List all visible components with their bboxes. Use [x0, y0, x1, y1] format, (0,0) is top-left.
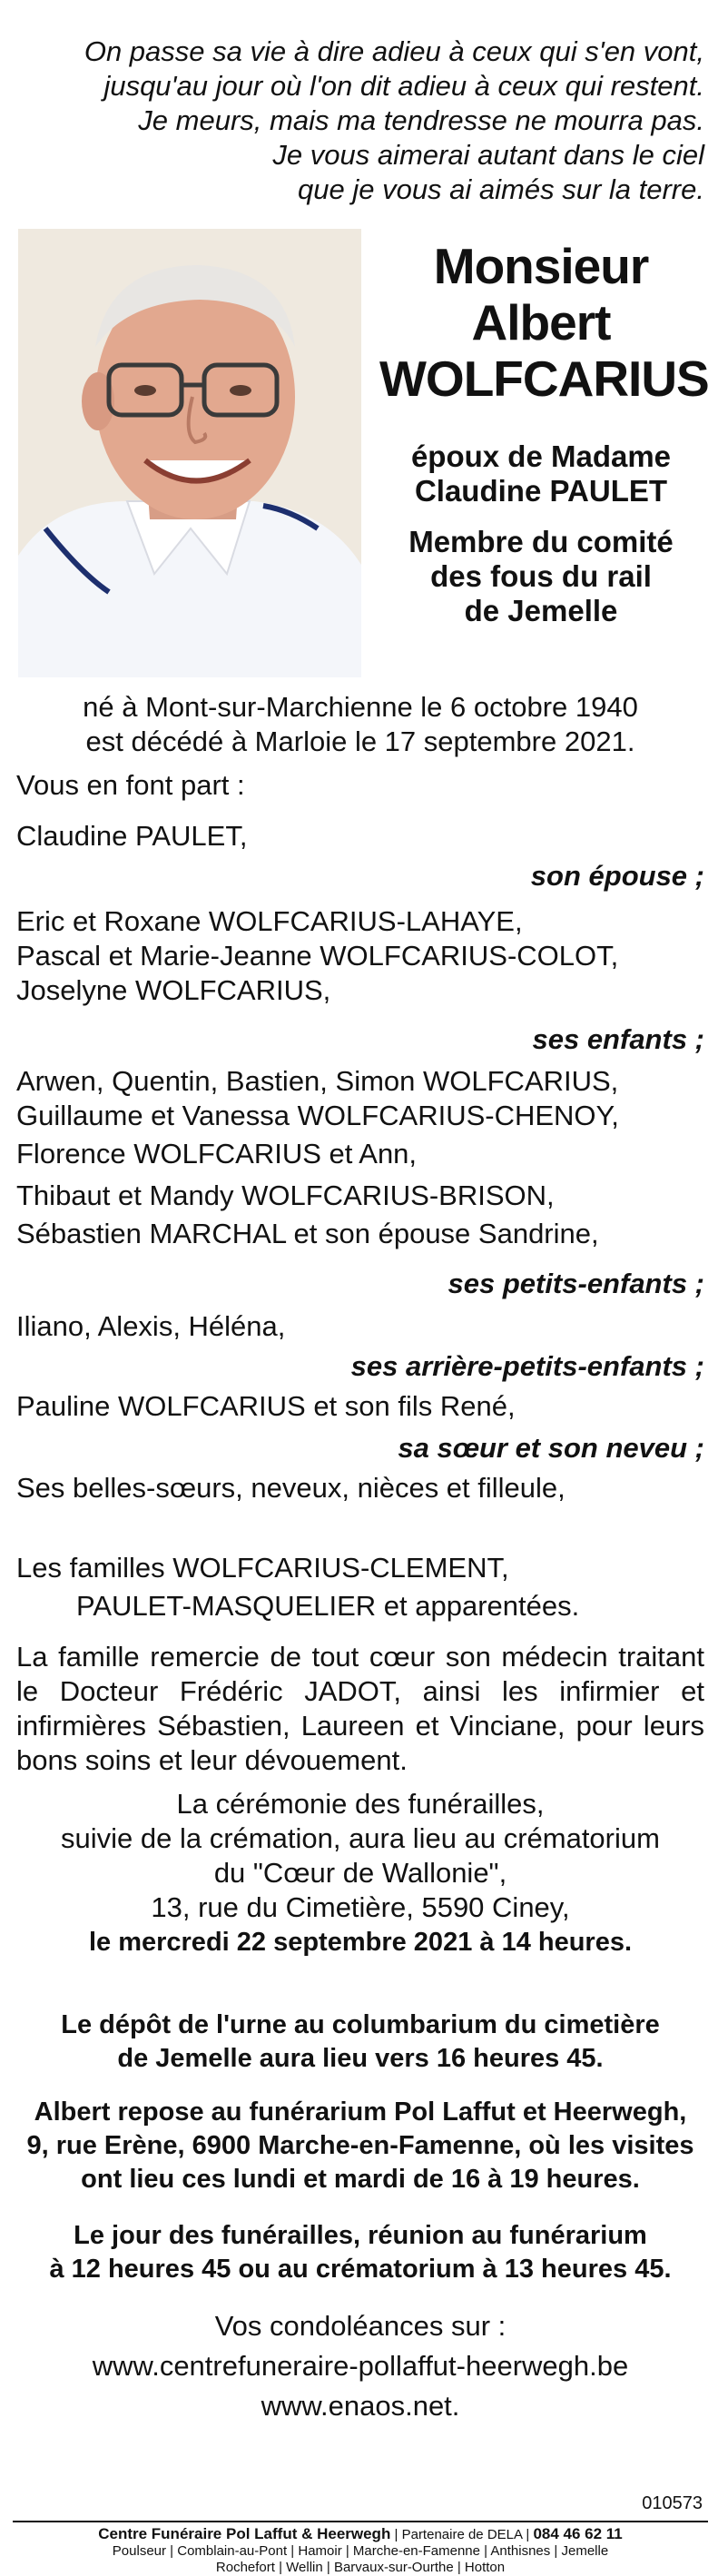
member-line: Membre du comité — [408, 525, 674, 558]
children-role: ses enfants ; — [532, 1023, 704, 1055]
rest-line: ont lieu ces lundi et mardi de 16 à 19 heures. — [81, 2165, 640, 2194]
rest-line: Albert repose au funérarium Pol Laffut et Heerwegh, — [34, 2097, 687, 2127]
urn-block — [16, 2008, 704, 2076]
meeting-line: à 12 heures 45 ou au crématorium à 13 heures 45. — [49, 2255, 672, 2284]
urn-line: Le dépôt de l'urne au columbarium du cimetière — [61, 2010, 660, 2039]
in-laws-entry: Ses belles-sœurs, neveux, nièces et filleule, — [16, 1472, 566, 1504]
footer-company: Centre Funéraire Pol Laffut & Heerwegh — [98, 2525, 391, 2542]
spouse-name: Claudine PAULET — [414, 474, 668, 508]
condolences-link-1[interactable]: www.centrefuneraire-pollaffut-heerwegh.be — [92, 2350, 629, 2382]
condolences-link-2[interactable]: www.enaos.net. — [261, 2390, 460, 2422]
footer-locations: Poulseur | Comblain-au-Pont | Hamoir | Marche-en-Famenne | Anthisnes | Jemelle — [112, 2543, 609, 2559]
grandchild-entry: Thibaut et Mandy WOLFCARIUS-BRISON, — [16, 1179, 555, 1211]
ceremony-block — [16, 1787, 704, 1959]
meeting-block — [16, 2219, 704, 2286]
grandchildren-role: ses petits-enfants ; — [448, 1268, 704, 1299]
ceremony-line: du "Cœur de Wallonie", — [213, 1857, 507, 1889]
great-grandchildren-role: ses arrière-petits-enfants ; — [350, 1350, 704, 1382]
member-line: de Jemelle — [464, 594, 618, 627]
footer-locations: Rochefort | Wellin | Barvaux-sur-Ourthe | Hotton — [215, 2560, 506, 2575]
poem-line: On passe sa vie à dire adieu à ceux qui s'en vont, — [84, 35, 704, 67]
grandchild-entry: Arwen, Quentin, Bastien, Simon WOLFCARIUS, — [16, 1065, 619, 1097]
intro-text: Vous en font part : — [16, 769, 245, 801]
spouse-line: époux de Madame — [410, 439, 672, 473]
grandchild-entry: Florence WOLFCARIUS et Ann, — [16, 1138, 418, 1170]
footer-partner: Partenaire de DELA — [401, 2527, 523, 2542]
birth-line: né à Mont-sur-Marchienne le 6 octobre 1940 — [83, 691, 638, 723]
ceremony-line: suivie de la crémation, aura lieu au crématorium — [61, 1822, 660, 1854]
sister-role: sa sœur et son neveu ; — [398, 1432, 704, 1464]
deceased-title: Monsieur — [433, 238, 649, 294]
families-entry: Les familles WOLFCARIUS-CLEMENT, — [16, 1552, 509, 1584]
urn-line: de Jemelle aura lieu vers 16 heures 45. — [117, 2044, 604, 2073]
deceased-name-block — [379, 238, 709, 628]
rest-block — [16, 2096, 704, 2196]
poem-line: que je vous ai aimés sur la terre. — [298, 173, 704, 205]
deceased-last-name: WOLFCARIUS — [379, 350, 709, 407]
footer-line-1: Centre Funéraire Pol Laffut & Heerwegh | Partenaire de DELA | 084 46 62 11 — [98, 2525, 623, 2542]
families-entry: PAULET-MASQUELIER et apparentées. — [76, 1590, 580, 1622]
sister-entry: Pauline WOLFCARIUS et son fils René, — [16, 1390, 516, 1422]
spouse-entry: Claudine PAULET, — [16, 820, 248, 852]
poem — [33, 35, 704, 207]
rest-line: 9, rue Erène, 6900 Marche-en-Famenne, où les visites — [26, 2131, 694, 2160]
footer-divider — [13, 2521, 708, 2522]
great-grandchildren-entry: Iliano, Alexis, Héléna, — [16, 1310, 286, 1342]
footer-phone: 084 46 62 11 — [533, 2525, 623, 2542]
condolences-block — [16, 2306, 704, 2426]
portrait-illustration — [18, 229, 361, 677]
footer — [13, 2526, 708, 2576]
reference-number: 010573 — [642, 2493, 703, 2513]
obituary-page — [16, 0, 709, 2575]
portrait-photo — [18, 229, 361, 677]
ceremony-line: La cérémonie des funérailles, — [176, 1788, 545, 1820]
condolences-label: Vos condoléances sur : — [214, 2310, 507, 2342]
birth-death — [16, 690, 704, 759]
ceremony-line: 13, rue du Cimetière, 5590 Ciney, — [151, 1891, 570, 1923]
child-entry: Pascal et Marie-Jeanne WOLFCARIUS-COLOT, — [16, 940, 619, 972]
poem-line: jusqu'au jour où l'on dit adieu à ceux qui restent. — [103, 70, 704, 102]
ceremony-date: le mercredi 22 septembre 2021 à 14 heures. — [88, 1928, 633, 1957]
poem-line: Je meurs, mais ma tendresse ne mourra pas. — [138, 104, 704, 136]
death-line: est décédé à Marloie le 17 septembre 2021. — [85, 725, 635, 757]
spouse-role: son épouse ; — [530, 860, 704, 892]
deceased-first-name: Albert — [471, 294, 611, 350]
grandchild-entry: Sébastien MARCHAL et son épouse Sandrine, — [16, 1218, 599, 1249]
grandchild-entry: Guillaume et Vanessa WOLFCARIUS-CHENOY, — [16, 1100, 619, 1131]
thanks-paragraph: La famille remercie de tout cœur son médecin traitant le Docteur Frédéric JADOT, ainsi les infirmier et infirmières Sébastien, Laureen et Vinciane, pour leurs bons soins et leur dévouement. — [16, 1641, 704, 1776]
child-entry: Eric et Roxane WOLFCARIUS-LAHAYE, — [16, 905, 523, 937]
child-entry: Joselyne WOLFCARIUS, — [16, 974, 331, 1006]
poem-line: Je vous aimerai autant dans le ciel — [272, 139, 704, 171]
member-line: des fous du rail — [430, 559, 652, 593]
meeting-line: Le jour des funérailles, réunion au funérarium — [74, 2221, 647, 2250]
